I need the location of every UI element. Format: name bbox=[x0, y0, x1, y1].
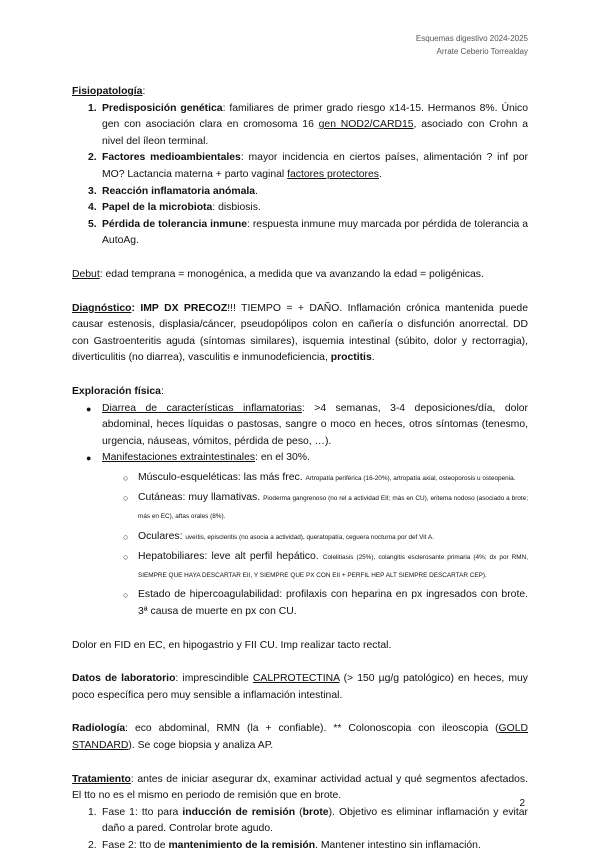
list-item: ● Manifestaciones extraintestinales: en el 30%. bbox=[72, 450, 528, 467]
tratamiento-paragraph: Tratamiento: antes de iniciar asegurar dx, examinar actividad actual y qué segmentos afectados. El tto no es el mismo en periodo de remisión que en brote. bbox=[72, 773, 528, 802]
page-content bbox=[72, 84, 528, 855]
section-heading-exploracion: Exploración física: bbox=[72, 385, 164, 397]
circle-bullet-icon: ○ bbox=[123, 493, 129, 504]
diagnostico-paragraph: Diagnóstico: IMP DX PRECOZ!!! TIEMPO = + DAÑO. Inflamación crónica mantenida puede causar estenosis, displasia/cáncer, pseudopólipos colon en cañería o disfunción anorrectal. DD con Gastroenteritis aguda (síntomas similares), isquemia intestinal (súbito, dolor y rectorragia), diverticulitis (no diarrea), vasculitis e inmunodeficiencia, proctitis. bbox=[72, 302, 528, 364]
list-item: 3. Reacción inflamatoria anómala. bbox=[88, 185, 258, 197]
list-item: ○ Músculo-esqueléticas: las más frec. Artropatía periférica (16-20%), artropatía axial, osteoporosis u osteopenia. bbox=[72, 470, 528, 488]
section-heading-fisiopatologia: Fisiopatología: bbox=[72, 86, 146, 97]
list-item: ○ Cutáneas: muy llamativas. Pioderma gangrenoso (no rel a actividad EII; más en CU), eritema nodoso (asociado a brote; más en EC), aftas orales (8%). bbox=[123, 492, 528, 521]
list-item: 1. Predisposición genética: familiares de primer grado riesgo x14-15. Hermanos 8%. Único gen con asociación clara en cromosoma 16 gen NOD2/CARD15, asociado con Crohn a nivel del íleon terminal. bbox=[88, 102, 529, 147]
radiologia-paragraph: Radiología: eco abdominal, RMN (la + confiable). ** Colonoscopia con ileoscopia (GOLD STANDARD). Se coge biopsia y analiza AP. bbox=[72, 723, 528, 751]
fisiopatologia-list bbox=[72, 101, 528, 250]
header-author: Arrate Ceberio Torrealday bbox=[436, 46, 528, 56]
exploracion-list bbox=[72, 401, 528, 467]
list-item: 2. Fase 2: tto de mantenimiento de la remisión. Mantener intestino sin inflamación. bbox=[88, 839, 481, 851]
laboratorio-paragraph: Datos de laboratorio: imprescindible CALPROTECTINA (> 150 µg/g patológico) en heces, muy poco específica pero muy sensible a inflamación intestinal. bbox=[72, 673, 528, 701]
tratamiento-list bbox=[72, 805, 528, 855]
page-number: 2 bbox=[519, 798, 525, 809]
list-item: ○ Hepatobiliares: leve alt perfil hepático. Colelitiasis (25%), colangitis esclerosante primaria (4%; dx por RMN, SIEMPRE QUE HAYA DESCARTAR EII, Y SIEMPRE QUE PX CON EII + PERFIL HEP ALT SIEMPRE DESCARTAR CEP). bbox=[123, 551, 529, 579]
debut-paragraph: Debut: edad temprana = monogénica, a medida que va avanzando la edad = poligénicas. bbox=[72, 268, 484, 280]
circle-bullet-icon: ○ bbox=[123, 531, 129, 542]
list-item: ○ Estado de hipercoagulabilidad: profilaxis con heparina en px ingresados con brote. 3ª causa de muerte en px con CU. bbox=[123, 589, 528, 618]
bullet-icon: ● bbox=[86, 403, 92, 414]
circle-bullet-icon: ○ bbox=[123, 472, 129, 483]
circle-bullet-icon: ○ bbox=[123, 552, 129, 563]
list-item: 2. Factores medioambientales: mayor incidencia en ciertos países, alimentación ? inf por MO? Lactancia materna + parto vaginal factores protectores. bbox=[88, 152, 529, 180]
list-item: 4. Papel de la microbiota: disbiosis. bbox=[88, 202, 261, 214]
list-item: ○ Oculares: uveítis, episcleritis (no asocia a actividad), queratopatía, ceguera nocturna por def Vit A. bbox=[72, 529, 528, 547]
list-item: 1. Fase 1: tto para inducción de remisión (brote). Objetivo es eliminar inflamación y evitar daño a pared. Controlar brote agudo. bbox=[88, 806, 528, 835]
list-item: 5. Pérdida de tolerancia inmune: respuesta inmune muy marcada por pérdida de tolerancia a AutoAg. bbox=[88, 218, 528, 247]
bullet-icon: ● bbox=[86, 453, 92, 464]
header-title: Esquemas digestivo 2024-2025 bbox=[415, 34, 528, 43]
dolor-paragraph: Dolor en FID en EC, en hipogastrio y FII CU. Imp realizar tacto rectal. bbox=[72, 639, 392, 651]
list-item: ● Diarrea de características inflamatorias: >4 semanas, 3-4 deposiciones/día, dolor abdominal, heces líquidas o pastosas, sangre o moco en heces, otros síntomas (tenesmo, urgencia, náuseas, vómitos, pérdida de peso, …). bbox=[86, 402, 528, 447]
manifestaciones-sublist bbox=[72, 470, 528, 621]
page-header bbox=[416, 33, 528, 58]
circle-bullet-icon: ○ bbox=[123, 590, 129, 601]
